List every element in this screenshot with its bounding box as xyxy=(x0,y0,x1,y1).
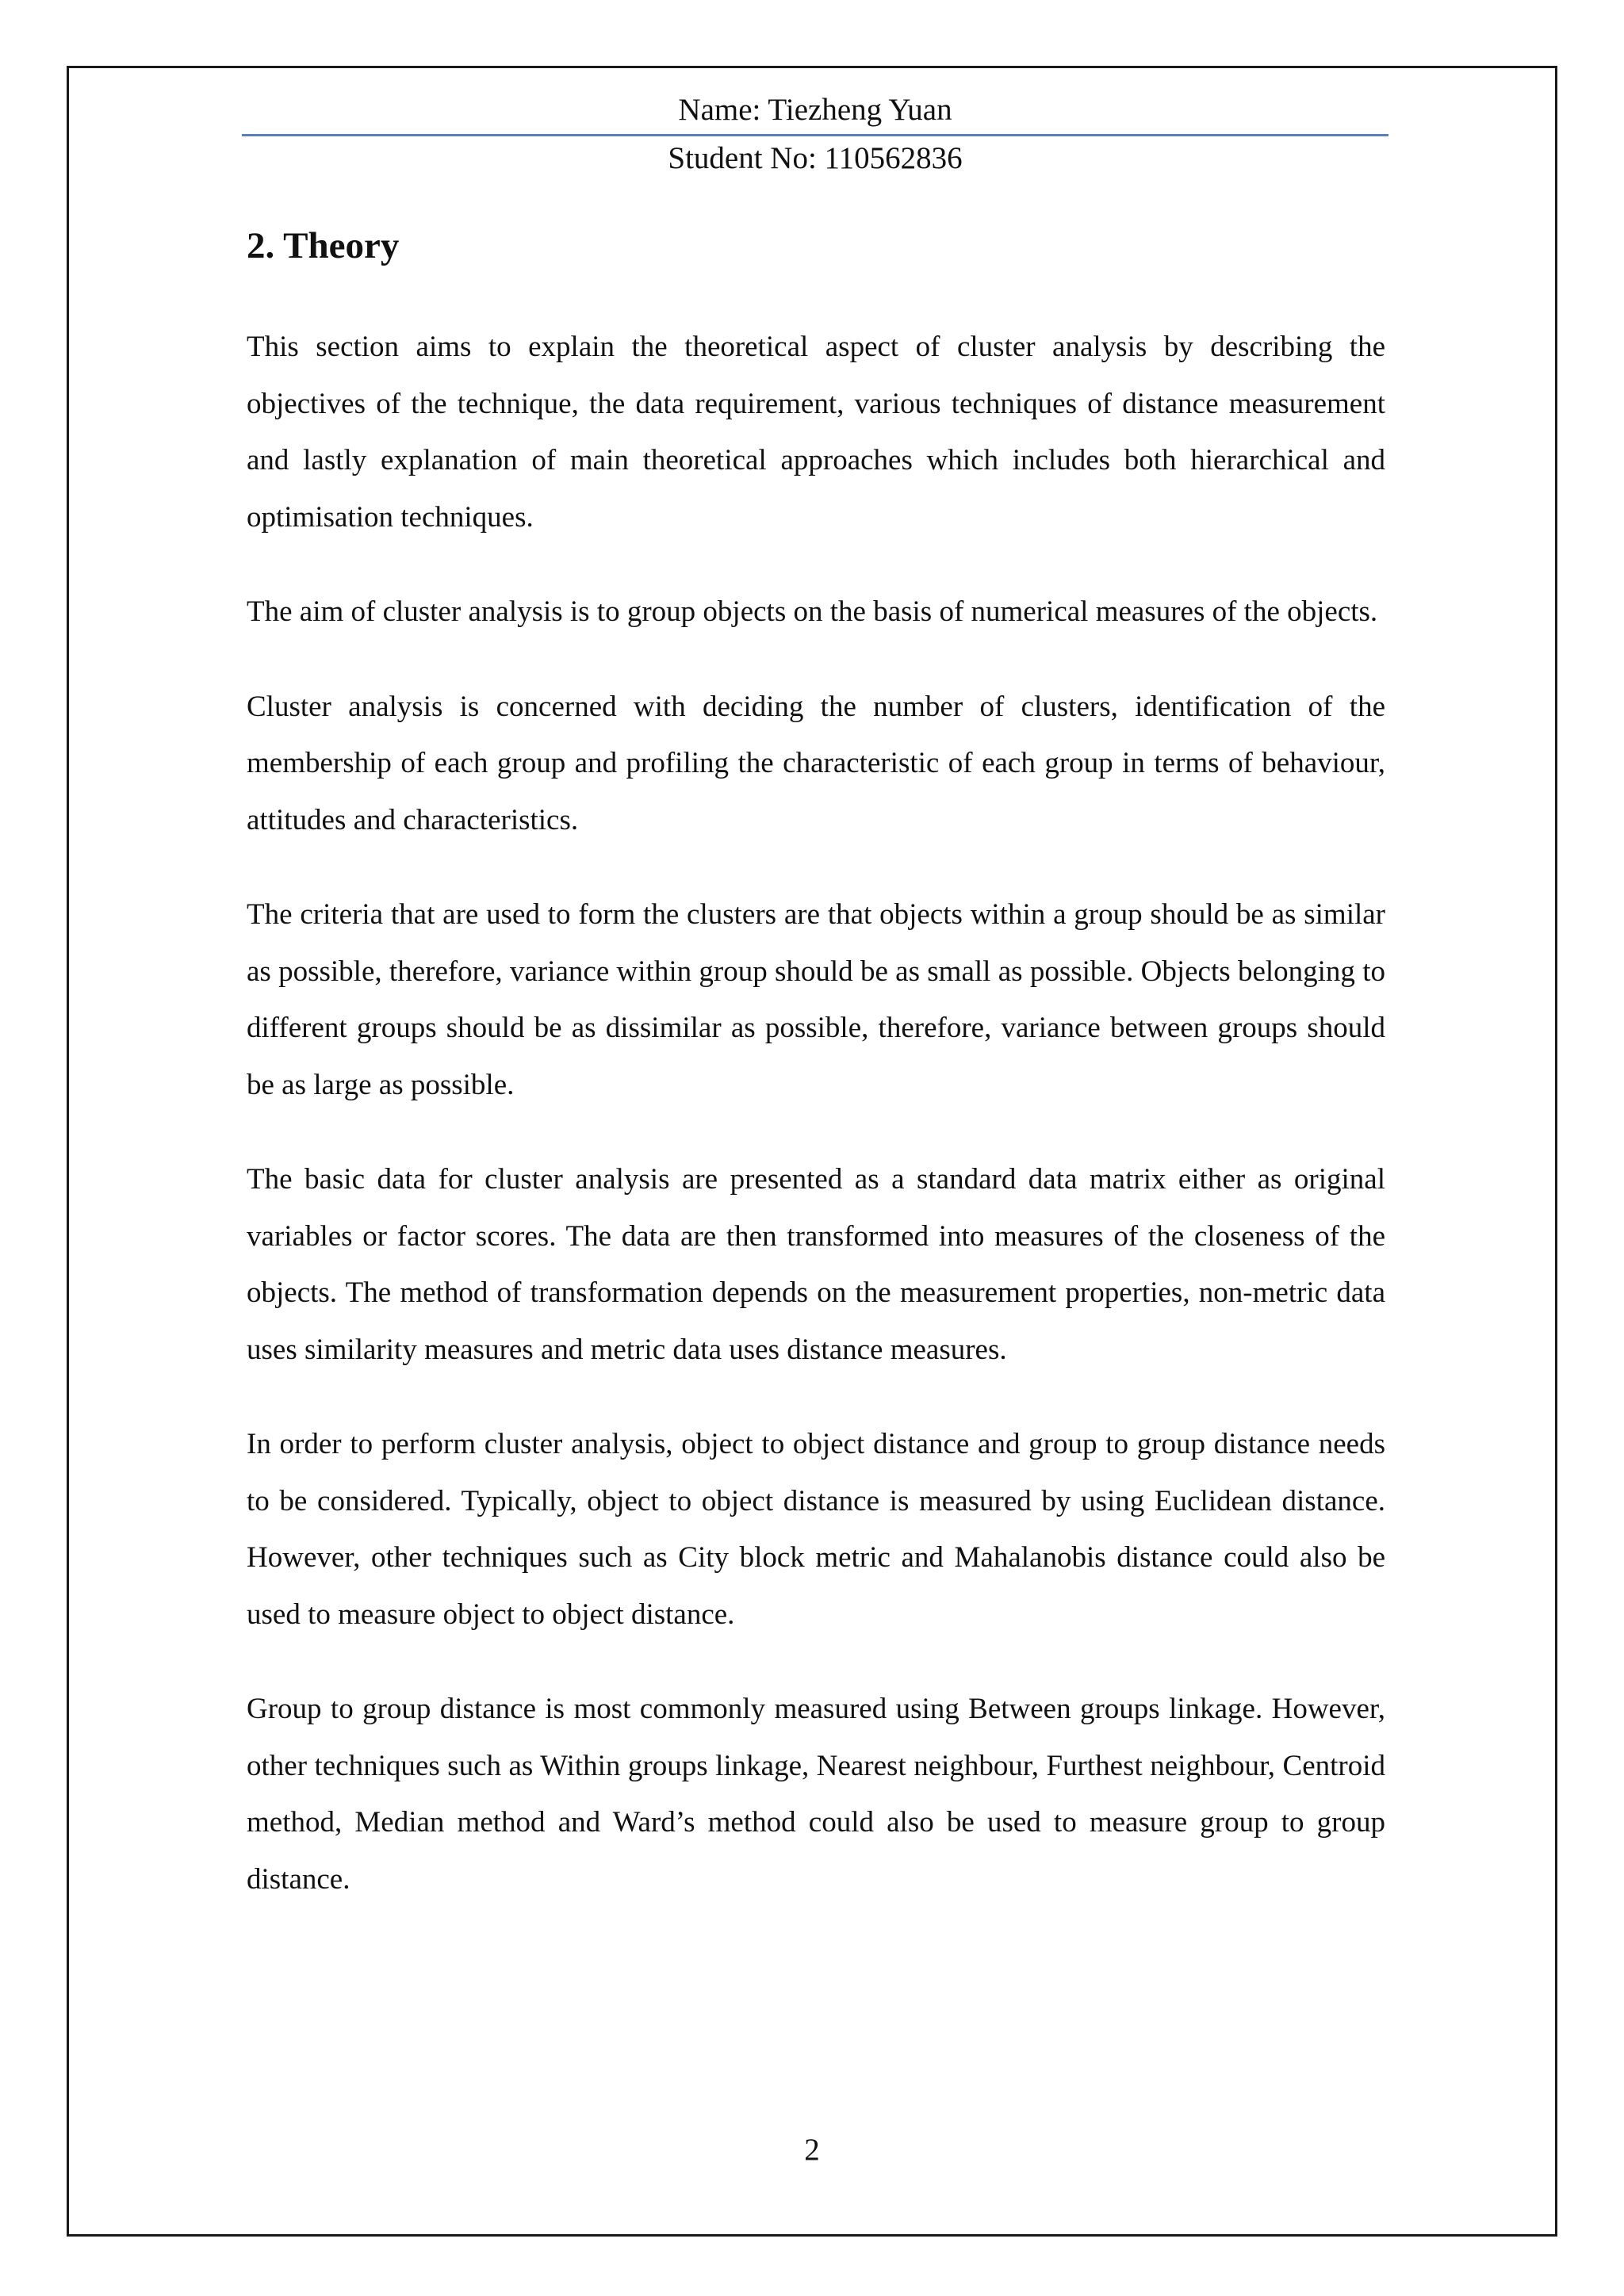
header-student-number: Student No: 110562836 xyxy=(668,141,963,175)
paragraph: In order to perform cluster analysis, object to object distance and group to group distance needs to be considered. Typically, object to object distance is measured by using Euclidean distance. However, other techniques such as City block metric and Mahalanobis distance could also be used to measure object to object distance. xyxy=(247,1428,1385,1631)
paragraph: The basic data for cluster analysis are presented as a standard data matrix either as original variables or factor scores. The data are then transformed into measures of the closeness of the objects. The method of transformation depends on the measurement properties, non-metric data uses similarity measures and metric data uses distance measures. xyxy=(247,1163,1385,1366)
paragraph: Cluster analysis is concerned with deciding the number of clusters, identification of the membership of each group and profiling the characteristic of each group in terms of behaviour, attitudes and characteristics. xyxy=(247,690,1385,836)
paragraph: Group to group distance is most commonly measured using Between groups linkage. However, other techniques such as Within groups linkage, Nearest neighbour, Furthest neighbour, Centroid method, Median method and Ward’s method could also be used to measure group to group distance. xyxy=(247,1693,1385,1896)
paragraph: This section aims to explain the theoretical aspect of cluster analysis by describing the objectives of the technique, the data requirement, various techniques of distance measurement and lastly explanation of main theoretical approaches which includes both hierarchical and optimisation techniques. xyxy=(247,331,1385,534)
paragraph: The criteria that are used to form the clusters are that objects within a group should be as similar as possible, therefore, variance within group should be as small as possible. Objects belonging to different groups should be as dissimilar as possible, therefore, variance between groups should be as large as possible. xyxy=(247,898,1385,1101)
paragraph: The aim of cluster analysis is to group objects on the basis of numerical measures of the objects. xyxy=(247,595,1378,628)
header-name: Name: Tiezheng Yuan xyxy=(678,93,952,127)
header-divider xyxy=(242,134,1388,136)
page-header xyxy=(242,91,1388,178)
page-number: 2 xyxy=(804,2133,820,2167)
section-heading: 2. Theory xyxy=(247,225,400,266)
main-content xyxy=(247,222,1385,1946)
